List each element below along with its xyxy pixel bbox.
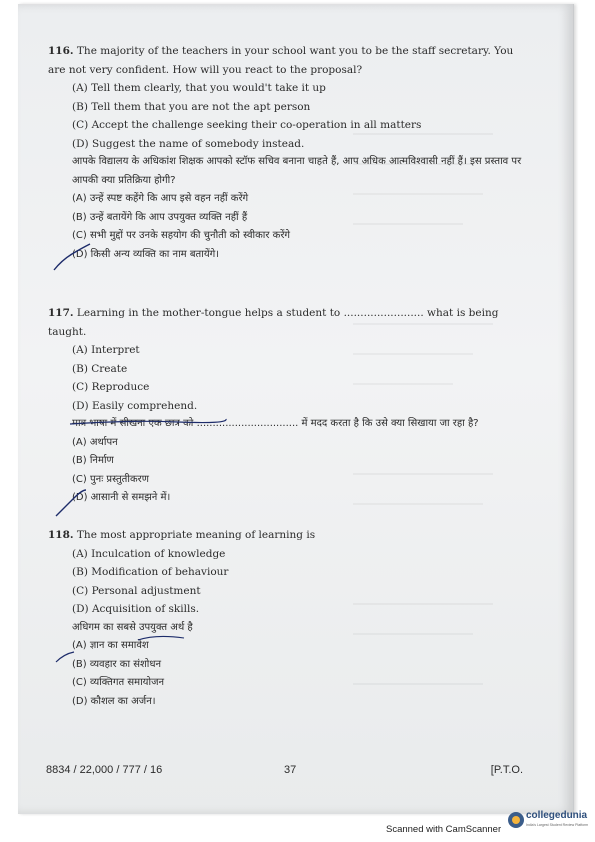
question-stem-hindi: आपके विद्यालय के अधिकांश शिक्षक आपको स्टॉफ सचिव बनाना चाहते हैं, आप अधिक आत्मविश्वासी नहीं हैं। इस प्रस्ताव पर आपकी क्या प्रतिक्रिया होगी? [72, 156, 522, 186]
option-c-english: (C) Personal adjustment [72, 584, 201, 597]
option-c-english: (C) Accept the challenge seeking their co-operation in all matters [72, 119, 422, 131]
option-a-english: (A) Tell them clearly, that you would't take it up [72, 82, 326, 94]
question-number: 116. [48, 45, 74, 57]
question-number: 117. [48, 307, 74, 319]
pen-mark-q117-option-d [54, 488, 88, 518]
logo-tagline: India's Largest Student Review Platform [526, 823, 589, 827]
page-number: 37 [284, 764, 297, 776]
option-a-english: (A) Inculcation of knowledge [72, 547, 226, 560]
option-d-hindi: (D) आसानी से समझने में। [72, 492, 171, 503]
option-b-english: (B) Tell them that you are not the apt person [72, 100, 311, 113]
exam-page [18, 4, 574, 814]
option-b-hindi: (B) उन्हें बतायेंगे कि आप उपयुक्त व्यक्ति नहीं हैं [72, 211, 248, 223]
option-d-hindi: (D) किसी अन्य व्यक्ति का नाम बतायेंगे। [72, 248, 220, 260]
option-a-hindi: (A) ज्ञान का समावेश [72, 640, 149, 651]
question-stem-hindi: अधिगम का सबसे उपयुक्त अर्थ है [72, 621, 193, 633]
paper-code: 8834 / 22,000 / 777 / 16 [46, 764, 163, 776]
pen-mark-q116-option-c [52, 242, 92, 274]
option-a-hindi: (A) अर्थापन [72, 436, 118, 448]
option-b-hindi: (B) निर्माण [72, 455, 114, 466]
question-stem-hindi: मात्र भाषा में सीखना एक छात्र को ................................ में मदद करता है कि उसे क्या सिखाया जा रहा है? [72, 418, 479, 429]
option-d-english: (D) Easily comprehend. [72, 399, 198, 412]
option-d-hindi: (D) कौशल का अर्जन। [72, 695, 156, 707]
option-c-hindi: (C) पुनः प्रस्तुतीकरण [72, 473, 149, 485]
logo-brand: collegedunia [526, 810, 588, 821]
question-118 [48, 526, 533, 711]
question-stem-english: The majority of the teachers in your school want you to be the staff secretary. You are not very confident. How will you react to the proposal? [48, 45, 514, 76]
option-c-hindi: (C) व्यक्तिगत समायोजन [72, 677, 165, 688]
option-d-english: (D) Suggest the name of somebody instead. [72, 137, 305, 150]
option-c-hindi: (C) सभी मुद्दों पर उनके सहयोग की चुनौती को स्वीकार करेंगे [72, 230, 291, 241]
collegedunia-logo [508, 808, 590, 836]
question-116 [48, 42, 533, 264]
pen-underline-q117-hindi [68, 416, 228, 428]
question-117 [48, 304, 533, 508]
option-d-english: (D) Acquisition of skills. [72, 603, 200, 615]
question-stem-english: Learning in the mother-tongue helps a student to ........................ what is being taught. [48, 307, 499, 338]
please-turn-over: [P.T.O. [490, 764, 523, 776]
option-b-hindi: (B) व्यवहार का संशोधन [72, 658, 162, 670]
option-c-english: (C) Reproduce [72, 381, 150, 393]
scanner-watermark: Scanned with CamScanner [386, 824, 502, 835]
pen-underline-q118-hindi [136, 632, 186, 644]
option-a-english: (A) Interpret [72, 344, 140, 356]
option-b-english: (B) Create [72, 362, 128, 375]
collegedunia-logo-icon [508, 812, 524, 828]
option-a-hindi: (A) उन्हें स्पष्ट कहेंगे कि आप इसे वहन नहीं करेंगे [72, 193, 249, 204]
pen-mark-q118-option-a [54, 650, 76, 664]
question-number: 118. [48, 529, 74, 541]
question-stem-english: The most appropriate meaning of learning is [76, 529, 316, 541]
option-b-english: (B) Modification of behaviour [72, 566, 229, 578]
